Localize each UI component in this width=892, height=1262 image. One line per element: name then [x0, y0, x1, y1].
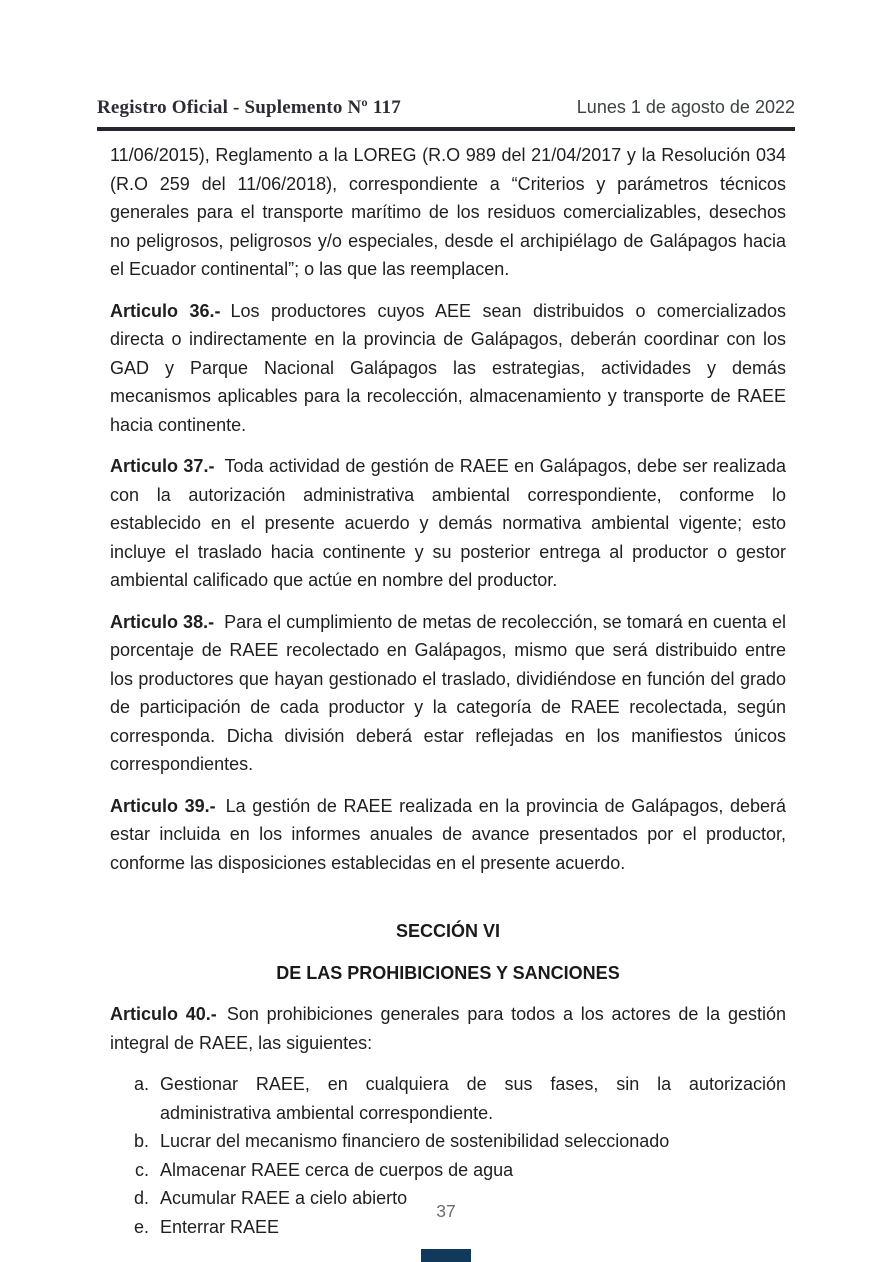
list-item: d. Acumular RAEE a cielo abierto: [154, 1184, 786, 1213]
paragraph: [110, 1000, 786, 1057]
paragraph-text: Para el cumplimiento de metas de recolección, se tomará en cuenta el porcentaje de RAEE recolectado en Galápagos, mismo que será distribuido entre los productores que hayan gestionado el traslado, dividiéndose en función del grado de participación de cada productor y la categoría de RAEE recolectada, según corresponda. Dicha división deberá estar reflejadas en los manifiestos únicos correspondientes.: [110, 611, 786, 774]
paragraph-text: Toda actividad de gestión de RAEE en Galápagos, debe ser realizada con la autorización administrativa ambiental correspondiente, conforme lo establecido en el presente acuerdo y demás normativa ambiental vigente; esto incluye el traslado hacia continente y su posterior entrega al productor o gestor ambiental calificado que actúe en nombre del productor.: [110, 456, 786, 590]
article-label: Articulo 37.-: [110, 456, 215, 476]
paragraph-text: Son prohibiciones generales para todos a los actores de la gestión integral de RAEE, las siguientes:: [110, 1004, 786, 1053]
page-number: 37: [436, 1201, 456, 1221]
article-label: Articulo 36.-: [110, 300, 221, 321]
document-body: [110, 141, 786, 1241]
page-header: [97, 97, 795, 131]
paragraph: [110, 297, 786, 440]
article-label: Articulo 39.-: [110, 795, 216, 816]
paragraph: [110, 141, 786, 284]
list-item: a. Gestionar RAEE, en cualquiera de sus fases, sin la autorización administrativa ambiental correspondiente.: [154, 1070, 786, 1127]
article-label: Articulo 40.-: [110, 1004, 217, 1024]
list-item: b. Lucrar del mecanismo financiero de sostenibilidad seleccionado: [154, 1127, 786, 1156]
header-title: Registro Oficial - Suplemento Nº 117: [97, 97, 401, 118]
header-date: Lunes 1 de agosto de 2022: [576, 97, 795, 117]
paragraph: [110, 608, 786, 779]
paragraph-text: 11/06/2015), Reglamento a la LOREG (R.O 989 del 21/04/2017 y la Resolución 034 (R.O 259 del 11/06/2018), correspondiente a “Criterios y parámetros técnicos generales para el transporte marítimo de los residuos comercializables, desechos no peligrosos, peligrosos y/o especiales, desde el archipiélago de Galápagos hacia el Ecuador continental”; o las que las reemplacen.: [110, 145, 786, 279]
paragraph: [110, 792, 786, 878]
paragraph-text: La gestión de RAEE realizada en la provincia de Galápagos, deberá estar incluida en los informes anuales de avance presentados por el productor, conforme las disposiciones establecidas en el presente acuerdo.: [110, 795, 786, 873]
list-item: e. Enterrar RAEE: [154, 1213, 786, 1242]
accent-bar: [421, 1249, 471, 1262]
section-heading: SECCIÓN VI: [395, 921, 501, 941]
section-heading: DE LAS PROHIBICIONES Y SANCIONES: [276, 962, 620, 983]
article-label: Articulo 38.-: [110, 611, 215, 632]
paragraph: [110, 452, 786, 595]
list-item: c. Almacenar RAEE cerca de cuerpos de agua: [154, 1156, 786, 1185]
paragraph-text: Los productores cuyos AEE sean distribuidos o comercializados directa o indirectamente en la provincia de Galápagos, deberán coordinar con los GAD y Parque Nacional Galápagos las estrategias, actividades y demás mecanismos aplicables para la recolección, almacenamiento y transporte de RAEE hacia continente.: [110, 300, 786, 435]
